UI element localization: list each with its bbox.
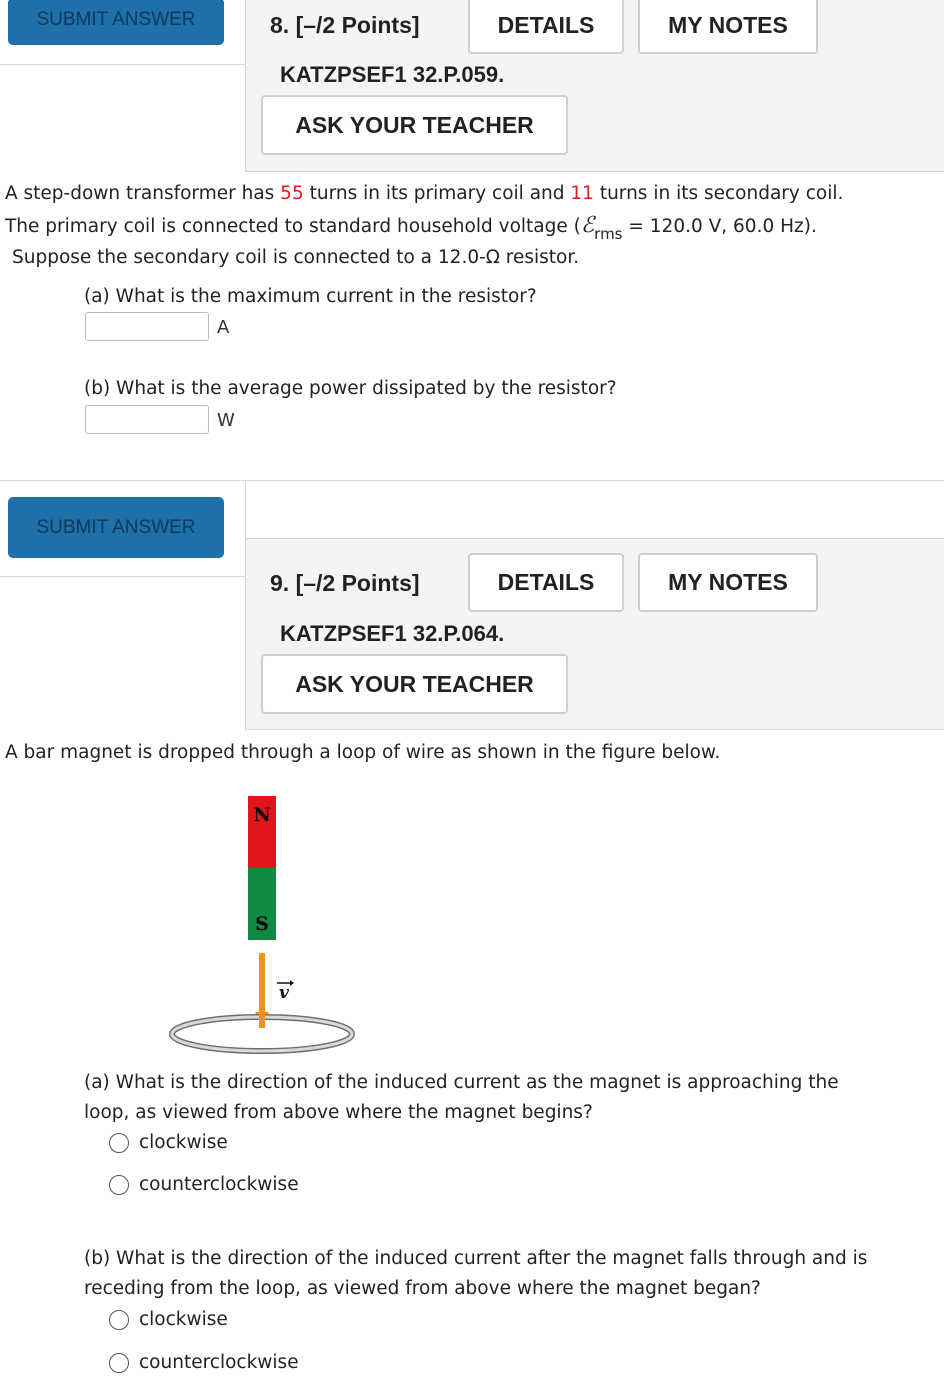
part-b-prompt: (b) What is the average power dissipated by the resistor?: [84, 378, 617, 399]
south-label: S: [255, 913, 269, 935]
radio-a-clockwise[interactable]: [109, 1133, 129, 1153]
submit-answer-button[interactable]: SUBMIT ANSWER: [8, 497, 224, 558]
part-b-prompt-line1: (b) What is the direction of the induced current after the magnet falls through and is: [84, 1248, 868, 1269]
emf-symbol: ℰ: [580, 213, 595, 238]
north-label: N: [253, 804, 271, 826]
primary-turns-value: 55: [280, 183, 304, 204]
problem-code: KATZPSEF1 32.P.059.: [280, 62, 505, 87]
option-label[interactable]: counterclockwise: [139, 1174, 299, 1195]
details-button[interactable]: DETAILS: [468, 0, 624, 54]
radio-b-clockwise[interactable]: [109, 1310, 129, 1330]
emf-subscript: rms: [594, 225, 623, 243]
divider: [245, 480, 246, 538]
my-notes-button[interactable]: MY NOTES: [638, 0, 818, 54]
option-label[interactable]: counterclockwise: [139, 1352, 299, 1373]
part-a-prompt: (a) What is the maximum current in the resistor?: [84, 286, 537, 307]
submit-answer-button[interactable]: SUBMIT ANSWER: [8, 0, 224, 45]
section-divider: [0, 480, 944, 481]
details-button[interactable]: DETAILS: [468, 553, 624, 612]
part-a-prompt-line1: (a) What is the direction of the induced current as the magnet is approaching the: [84, 1072, 839, 1093]
ask-teacher-button[interactable]: ASK YOUR TEACHER: [261, 654, 568, 714]
question-8-number: 8. [–/2 Points]: [270, 12, 420, 38]
velocity-vector-tip: [290, 980, 294, 986]
question-8-text-line1: [5, 183, 843, 204]
my-notes-button[interactable]: MY NOTES: [638, 553, 818, 612]
unit-label-a: A: [217, 317, 230, 338]
divider: [0, 64, 245, 65]
magnet-loop-figure: [160, 790, 370, 1060]
radio-a-counterclockwise[interactable]: [109, 1175, 129, 1195]
divider: [0, 576, 245, 577]
problem-code: KATZPSEF1 32.P.064.: [280, 621, 505, 646]
question-9-text: A bar magnet is dropped through a loop of wire as shown in the figure below.: [5, 742, 721, 763]
option-label[interactable]: clockwise: [139, 1132, 228, 1153]
secondary-turns-value: 11: [570, 183, 594, 204]
ask-teacher-button[interactable]: ASK YOUR TEACHER: [261, 95, 568, 155]
part-a-prompt-line2: loop, as viewed from above where the magnet begins?: [84, 1102, 593, 1123]
text: turns in its secondary coil.: [593, 183, 844, 204]
part-b-prompt-line2: receding from the loop, as viewed from above where the magnet began?: [84, 1278, 761, 1299]
answer-input-a[interactable]: [85, 312, 209, 341]
question-9-number: 9. [–/2 Points]: [270, 570, 420, 596]
text: The primary coil is connected to standard household voltage (: [5, 216, 581, 237]
question-8-text-line3: Suppose the secondary coil is connected to a 12.0-Ω resistor.: [12, 247, 580, 268]
text: turns in its primary coil and: [303, 183, 571, 204]
unit-label-b: W: [217, 410, 235, 431]
text: A step-down transformer has: [5, 183, 281, 204]
answer-input-b[interactable]: [85, 405, 209, 434]
radio-b-counterclockwise[interactable]: [109, 1353, 129, 1373]
option-label[interactable]: clockwise: [139, 1309, 228, 1330]
text: = 120.0 V, 60.0 Hz).: [622, 216, 817, 237]
question-8-text-line2: [5, 213, 817, 243]
velocity-label: v: [279, 983, 289, 1003]
